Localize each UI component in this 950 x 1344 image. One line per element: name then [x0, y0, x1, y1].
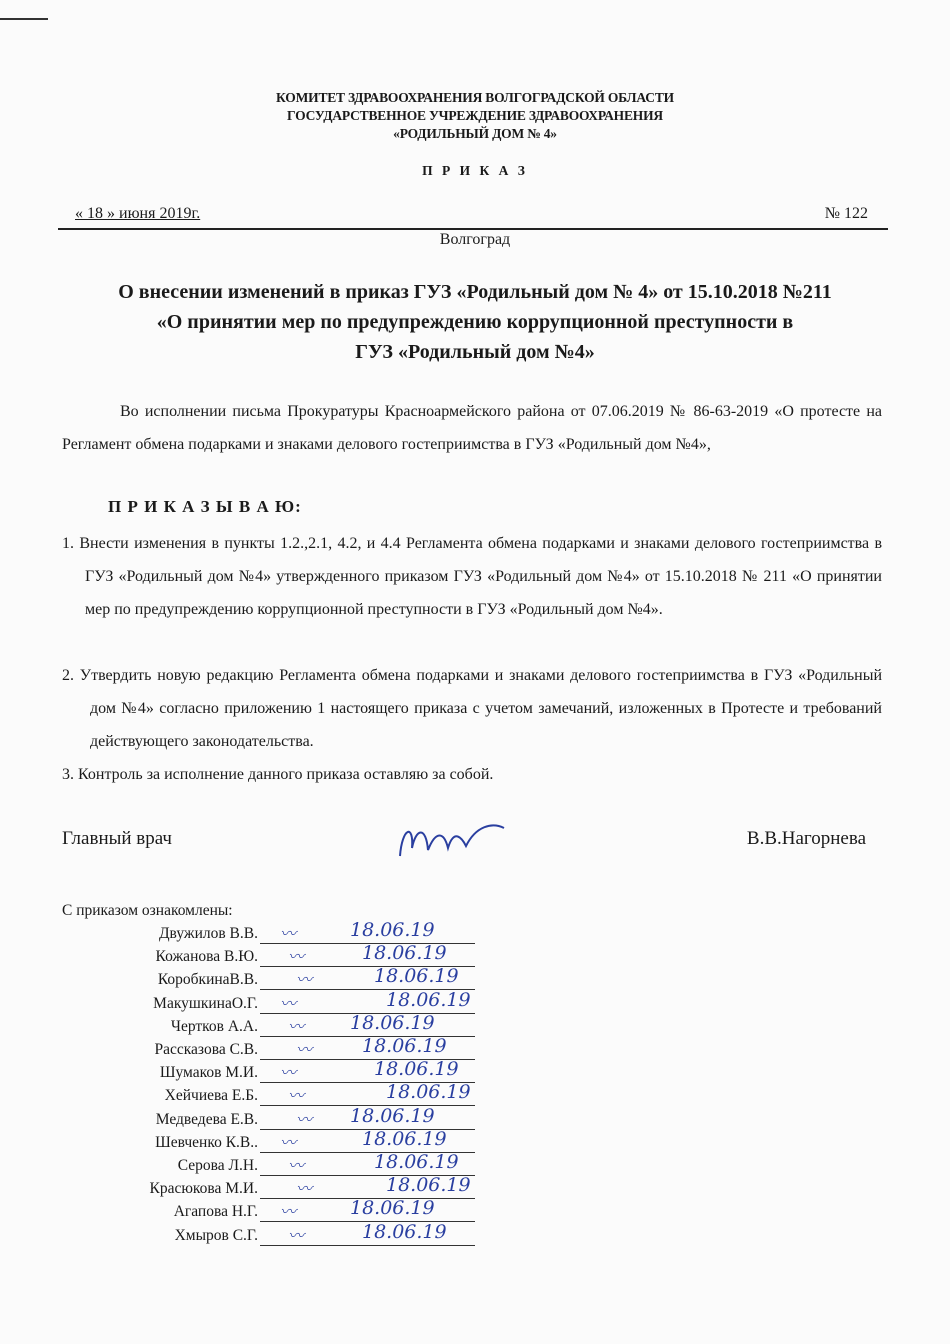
acquainted-person-name: МакушкинаО.Г.: [153, 994, 258, 1012]
handwritten-date: 18.06.19: [350, 919, 435, 941]
handwritten-date: 18.06.19: [350, 1011, 435, 1034]
handwritten-initials: 〰: [288, 947, 305, 967]
handwritten-date: 18.06.19: [386, 1081, 471, 1104]
handwritten-date: 18.06.19: [362, 1035, 447, 1057]
title-line-1: О внесении изменений в приказ ГУЗ «Родильный дом № 4» от 15.10.2018 №211: [118, 281, 832, 303]
header-line-1: КОМИТЕТ ЗДРАВООХРАНЕНИЯ ВОЛГОГРАДСКОЙ ОБЛАСТИ: [276, 90, 674, 105]
handwritten-initials: 〰: [280, 1202, 297, 1222]
signer-position: Главный врач: [62, 828, 172, 849]
handwritten-initials: 〰: [288, 1016, 305, 1036]
order-date: « 18 » июня 2019г.: [75, 205, 201, 222]
order-number: № 122: [824, 205, 868, 222]
handwritten-date: 18.06.19: [362, 1220, 447, 1243]
handwritten-signature: [392, 818, 512, 875]
handwritten-date: 18.06.19: [386, 1174, 471, 1197]
handwritten-date: 18.06.19: [362, 942, 447, 965]
handwritten-date: 18.06.19: [374, 1058, 459, 1081]
handwritten-initials: 〰: [288, 1156, 305, 1175]
header-divider: [58, 228, 888, 230]
acquainted-person-name: Чертков А.А.: [170, 1017, 258, 1035]
acquainted-person-name: Рассказова С.В.: [154, 1041, 258, 1058]
scan-edge-mark: [0, 18, 48, 20]
handwritten-date: 18.06.19: [374, 965, 459, 988]
signature-scribble: [392, 818, 512, 868]
handwritten-date: 18.06.19: [350, 1197, 435, 1220]
acquainted-person-name: Хмыров С.Г.: [174, 1226, 258, 1244]
handwritten-initials: 〰: [296, 1040, 313, 1059]
doc-type: П Р И К А З: [422, 163, 528, 178]
title-line-3: ГУЗ «Родильный дом №4»: [355, 341, 595, 363]
city: Волгоград: [439, 231, 511, 248]
handwritten-initials: 〰: [288, 1086, 305, 1106]
signer-name: В.В.Нагорнева: [746, 828, 866, 849]
acquainted-person-name: Красюкова М.И.: [149, 1180, 258, 1198]
acquainted-person-name: Двужилов В.В.: [158, 925, 258, 942]
order-item-2: 2. Утвердить новую редакцию Регламента обмена подарками и знаками делового гостеприимства в ГУЗ «Родильный дом №4» согласно приложению 1 настоящего приказа с учетом замечаний, изложенных в Протесте и требований действующего законодательства.: [62, 667, 882, 750]
handwritten-initials: 〰: [296, 970, 313, 990]
handwritten-initials: 〰: [280, 1063, 297, 1083]
handwritten-initials: 〰: [280, 993, 297, 1013]
handwritten-date: 18.06.19: [362, 1127, 447, 1150]
acquainted-person-name: Агапова Н.Г.: [173, 1203, 258, 1221]
acquainted-person-name: Кожанова В.Ю.: [155, 948, 258, 966]
title-line-2: «О принятии мер по предупреждению коррупционной преступности в: [156, 311, 794, 333]
handwritten-initials: 〰: [280, 924, 297, 943]
acquainted-person-name: Шевченко К.В..: [155, 1133, 258, 1151]
handwritten-initials: 〰: [280, 1132, 297, 1152]
acquainted-person-name: Шумаков М.И.: [159, 1064, 258, 1082]
acquainted-person-name: Хейчиева Е.Б.: [164, 1087, 258, 1105]
preamble: Во исполнении письма Прокуратуры Красноармейского района от 07.06.2019 № 86-63-2019 «О протесте на Регламент обмена подарками и знаками делового гостеприимства в ГУЗ «Родильный дом №4»,: [62, 403, 882, 453]
handwritten-date: 18.06.19: [350, 1104, 435, 1127]
handwritten-date: 18.06.19: [386, 988, 471, 1011]
acquainted-label: С приказом ознакомлены:: [62, 902, 233, 919]
header-line-2: ГОСУДАРСТВЕННОЕ УЧРЕЖДЕНИЕ ЗДРАВООХРАНЕНИЯ: [287, 108, 663, 123]
order-word: П Р И К А З Ы В А Ю:: [108, 497, 302, 516]
order-item-1: 1. Внести изменения в пункты 1.2.,2.1, 4.2, и 4.4 Регламента обмена подарками и знаками делового гостеприимства в ГУЗ «Родильный дом №4» утвержденного приказом ГУЗ «Родильный дом №4» от 15.10.2018 № 211 «О принятии мер по предупреждению коррупционной преступности в ГУЗ «Родильный дом №4».: [62, 535, 882, 618]
handwritten-initials: 〰: [296, 1109, 313, 1129]
handwritten-date: 18.06.19: [374, 1151, 459, 1173]
header-line-3: «РОДИЛЬНЫЙ ДОМ № 4»: [393, 126, 557, 141]
acquainted-person-name: Медведева Е.В.: [155, 1110, 258, 1128]
order-item-3: 3. Контроль за исполнение данного приказа оставляю за собой.: [62, 766, 494, 783]
handwritten-initials: 〰: [288, 1225, 305, 1245]
acquainted-person-name: Серова Л.Н.: [177, 1157, 258, 1174]
handwritten-initials: 〰: [296, 1179, 313, 1199]
acquainted-person-name: КоробкинаВ.В.: [157, 971, 258, 989]
